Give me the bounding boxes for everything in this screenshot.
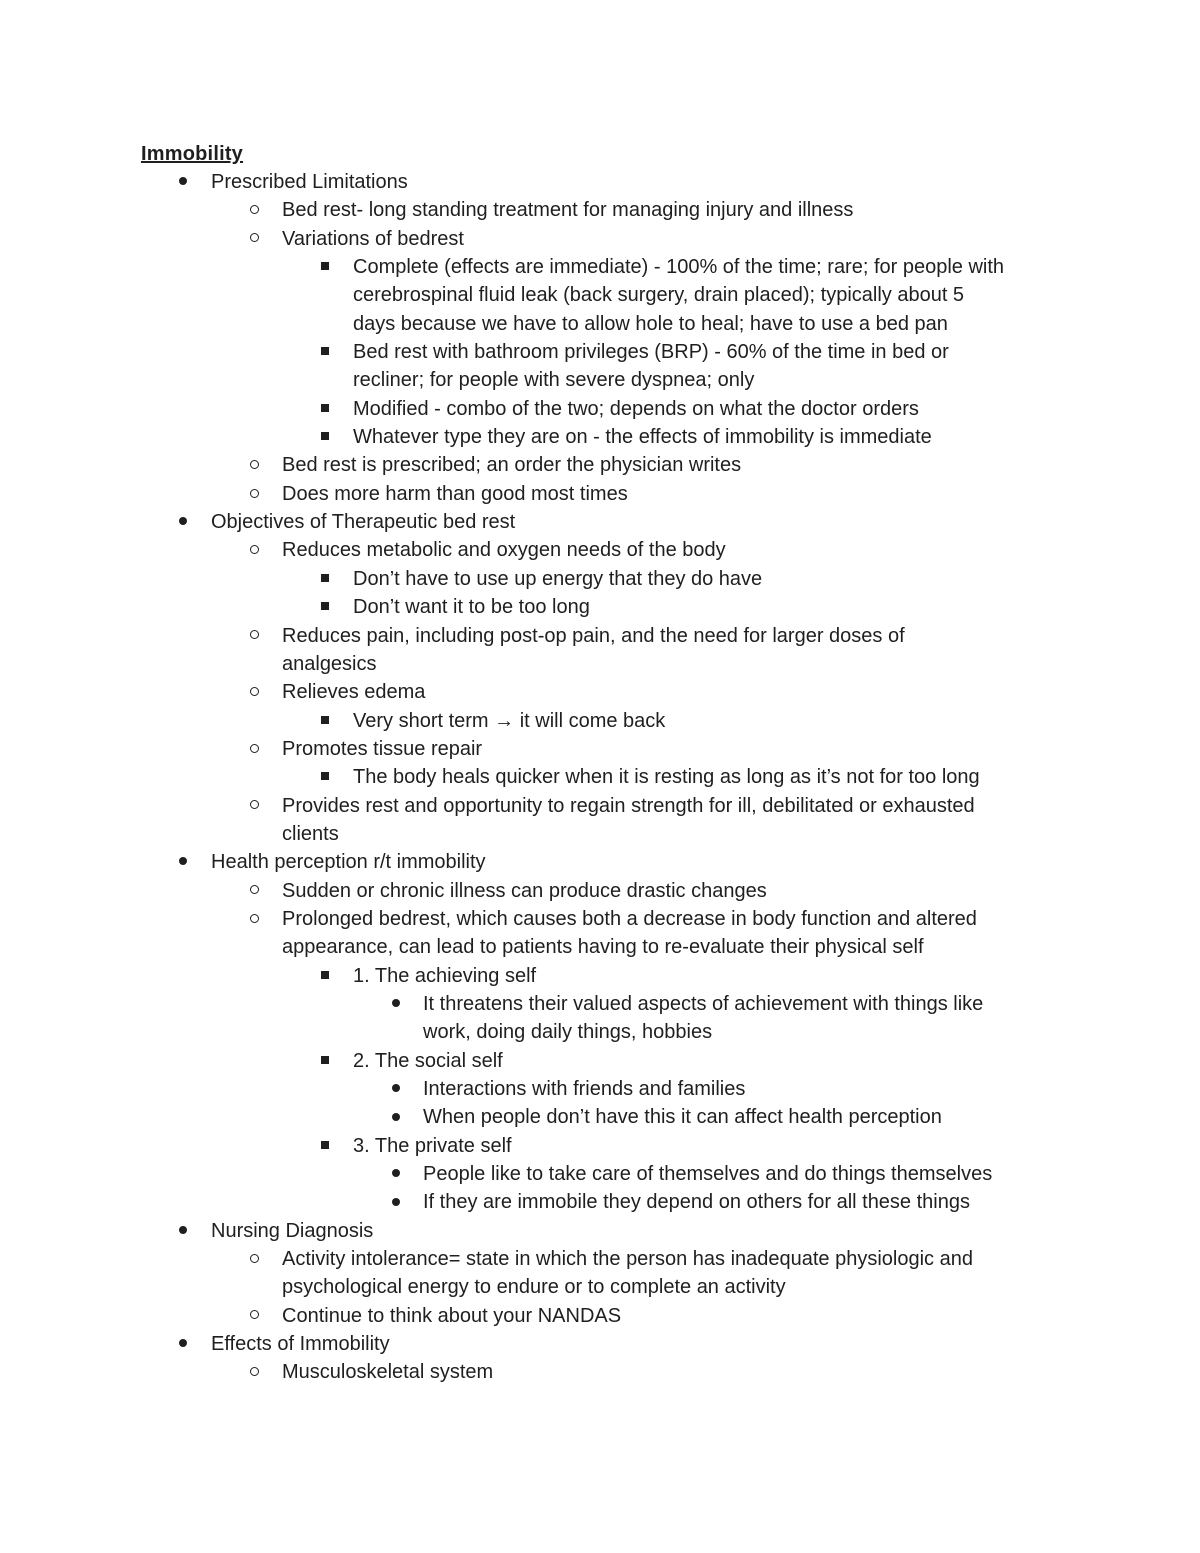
circle-icon — [250, 800, 259, 809]
circle-bullet-icon — [244, 877, 264, 905]
list-item-text: Very short term → it will come back — [353, 709, 666, 732]
list-item — [0, 707, 1200, 735]
square-bullet-icon — [315, 395, 335, 423]
list-item — [0, 1245, 1200, 1273]
list-item-text: Whatever type they are on - the effects of immobility is immediate — [353, 426, 932, 449]
dot-bullet-icon — [173, 508, 193, 536]
list-item-text: Prescribed Limitations — [211, 171, 408, 193]
list-item-text: psychological energy to endure or to complete an activity — [282, 1276, 786, 1299]
list-item-text: Provides rest and opportunity to regain strength for ill, debilitated or exhausted — [282, 794, 975, 817]
list-item-text: Don’t want it to be too long — [353, 596, 590, 619]
dot-icon — [392, 1198, 400, 1206]
list-item — [0, 792, 1200, 820]
square-icon — [321, 432, 329, 440]
square-bullet-icon — [315, 763, 335, 791]
list-item — [0, 196, 1200, 224]
square-bullet-icon — [315, 565, 335, 593]
list-item — [0, 962, 1200, 990]
list-item — [0, 990, 1200, 1018]
square-bullet-icon — [315, 1132, 335, 1160]
list-item — [0, 848, 1200, 876]
list-item — [0, 933, 1200, 961]
list-item — [0, 877, 1200, 905]
list-item-text: Bed rest is prescribed; an order the physician writes — [282, 454, 742, 477]
dot-bullet-icon — [386, 1160, 406, 1188]
list-item — [0, 281, 1200, 309]
list-item — [0, 1047, 1200, 1075]
square-icon — [321, 404, 329, 412]
list-item-text: People like to take care of themselves and do things themselves — [423, 1163, 993, 1186]
list-item-text: Bed rest with bathroom privileges (BRP) - 60% of the time in bed or — [353, 341, 949, 364]
square-bullet-icon — [315, 962, 335, 990]
square-icon — [321, 971, 329, 979]
circle-bullet-icon — [244, 225, 264, 253]
bullet-list — [0, 168, 1200, 1387]
dot-icon — [179, 517, 187, 525]
circle-icon — [250, 914, 259, 923]
list-item-text: When people don’t have this it can affect health perception — [423, 1106, 942, 1129]
list-item — [0, 480, 1200, 508]
dot-bullet-icon — [386, 1188, 406, 1216]
circle-bullet-icon — [244, 536, 264, 564]
list-item — [0, 508, 1200, 536]
list-item — [0, 1160, 1200, 1188]
list-item — [0, 536, 1200, 564]
square-icon — [321, 574, 329, 582]
list-item — [0, 905, 1200, 933]
list-item-text: Effects of Immobility — [211, 1333, 390, 1356]
list-item-text: Complete (effects are immediate) - 100% of the time; rare; for people with — [353, 256, 1005, 279]
list-item — [0, 1358, 1200, 1386]
list-item-text: Bed rest- long standing treatment for managing injury and illness — [282, 199, 854, 222]
dot-bullet-icon — [173, 168, 193, 196]
list-item-text: If they are immobile they depend on others for all these things — [423, 1191, 970, 1214]
list-item-text: 2. The social self — [353, 1049, 503, 1072]
list-item-text: Musculoskeletal system — [282, 1361, 494, 1384]
list-item-text: Continue to think about your NANDAS — [282, 1304, 622, 1327]
list-item-text: days because we have to allow hole to heal; have to use a bed pan — [353, 312, 948, 335]
square-bullet-icon — [315, 707, 335, 735]
list-item-text: Objectives of Therapeutic bed rest — [211, 511, 516, 534]
list-item-text: appearance, can lead to patients having to re-evaluate their physical self — [282, 936, 924, 959]
circle-bullet-icon — [244, 1245, 264, 1273]
list-item — [0, 735, 1200, 763]
list-item-text: Modified - combo of the two; depends on what the doctor orders — [353, 397, 919, 420]
dot-bullet-icon — [173, 848, 193, 876]
square-icon — [321, 1056, 329, 1064]
circle-bullet-icon — [244, 735, 264, 763]
circle-icon — [250, 687, 259, 696]
square-bullet-icon — [315, 593, 335, 621]
page-title: Immobility — [141, 143, 244, 165]
list-item-text: work, doing daily things, hobbies — [423, 1021, 713, 1044]
dot-bullet-icon — [386, 1103, 406, 1131]
list-item-text: Nursing Diagnosis — [211, 1219, 374, 1242]
square-icon — [321, 347, 329, 355]
square-bullet-icon — [315, 1047, 335, 1075]
circle-bullet-icon — [244, 480, 264, 508]
circle-icon — [250, 205, 259, 214]
list-item-text: It threatens their valued aspects of achievement with things like — [423, 992, 984, 1015]
circle-bullet-icon — [244, 678, 264, 706]
square-icon — [321, 772, 329, 780]
circle-bullet-icon — [244, 1358, 264, 1386]
list-item — [0, 1075, 1200, 1103]
list-item-text: Activity intolerance= state in which the person has inadequate physiologic and — [282, 1248, 973, 1271]
circle-icon — [250, 885, 259, 894]
list-item — [0, 1188, 1200, 1216]
dot-icon — [179, 1339, 187, 1347]
dot-icon — [392, 1084, 400, 1092]
list-item — [0, 168, 1200, 196]
square-bullet-icon — [315, 423, 335, 451]
circle-icon — [250, 1367, 259, 1376]
list-item-text: Relieves edema — [282, 681, 426, 704]
list-item-text: 3. The private self — [353, 1134, 512, 1157]
list-item-text: Prolonged bedrest, which causes both a decrease in body function and altered — [282, 907, 977, 930]
square-icon — [321, 602, 329, 610]
list-item — [0, 1273, 1200, 1301]
list-item — [0, 366, 1200, 394]
list-item-text: clients — [282, 822, 339, 845]
dot-icon — [179, 1226, 187, 1234]
list-item — [0, 310, 1200, 338]
list-item-text: 1. The achieving self — [353, 964, 537, 987]
dot-icon — [179, 177, 187, 185]
list-item-text: Reduces metabolic and oxygen needs of the body — [282, 539, 726, 562]
list-item — [0, 225, 1200, 253]
list-item — [0, 1132, 1200, 1160]
list-item-text: Interactions with friends and families — [423, 1078, 746, 1100]
list-item-text: Reduces pain, including post-op pain, and the need for larger doses of — [282, 624, 905, 647]
circle-icon — [250, 744, 259, 753]
dot-bullet-icon — [173, 1217, 193, 1245]
circle-icon — [250, 460, 259, 469]
square-icon — [321, 716, 329, 724]
list-item — [0, 395, 1200, 423]
circle-bullet-icon — [244, 792, 264, 820]
circle-icon — [250, 233, 259, 242]
dot-icon — [392, 1113, 400, 1121]
list-item — [0, 1217, 1200, 1245]
list-item — [0, 565, 1200, 593]
circle-bullet-icon — [244, 905, 264, 933]
list-item — [0, 1103, 1200, 1131]
list-item-text: Promotes tissue repair — [282, 737, 483, 760]
list-item — [0, 763, 1200, 791]
list-item-text: Sudden or chronic illness can produce drastic changes — [282, 879, 767, 902]
list-item — [0, 1302, 1200, 1330]
square-icon — [321, 1141, 329, 1149]
list-item — [0, 253, 1200, 281]
list-item-text: recliner; for people with severe dyspnea; only — [353, 369, 755, 392]
list-item — [0, 451, 1200, 479]
dot-icon — [392, 999, 400, 1007]
list-item — [0, 622, 1200, 650]
list-item-text: Health perception r/t immobility — [211, 851, 486, 874]
list-item — [0, 820, 1200, 848]
circle-bullet-icon — [244, 622, 264, 650]
list-item-text: cerebrospinal fluid leak (back surgery, drain placed); typically about 5 — [353, 284, 965, 307]
list-item — [0, 338, 1200, 366]
list-item — [0, 423, 1200, 451]
square-bullet-icon — [315, 253, 335, 281]
dot-bullet-icon — [386, 990, 406, 1018]
circle-icon — [250, 545, 259, 554]
circle-icon — [250, 1254, 259, 1263]
list-item — [0, 678, 1200, 706]
list-item-text: Variations of bedrest — [282, 227, 464, 250]
dot-icon — [392, 1169, 400, 1177]
circle-bullet-icon — [244, 451, 264, 479]
square-icon — [321, 262, 329, 270]
dot-bullet-icon — [386, 1075, 406, 1103]
list-item-text: Don’t have to use up energy that they do have — [353, 567, 763, 590]
list-item-text: analgesics — [282, 652, 377, 675]
circle-bullet-icon — [244, 1302, 264, 1330]
list-item-text: Does more harm than good most times — [282, 482, 628, 505]
list-item-text: The body heals quicker when it is resting as long as it’s not for too long — [353, 766, 980, 789]
circle-bullet-icon — [244, 196, 264, 224]
list-item — [0, 650, 1200, 678]
dot-bullet-icon — [173, 1330, 193, 1358]
list-item — [0, 1018, 1200, 1046]
list-item — [0, 1330, 1200, 1358]
circle-icon — [250, 1310, 259, 1319]
circle-icon — [250, 489, 259, 498]
circle-icon — [250, 630, 259, 639]
square-bullet-icon — [315, 338, 335, 366]
dot-icon — [179, 857, 187, 865]
list-item — [0, 593, 1200, 621]
